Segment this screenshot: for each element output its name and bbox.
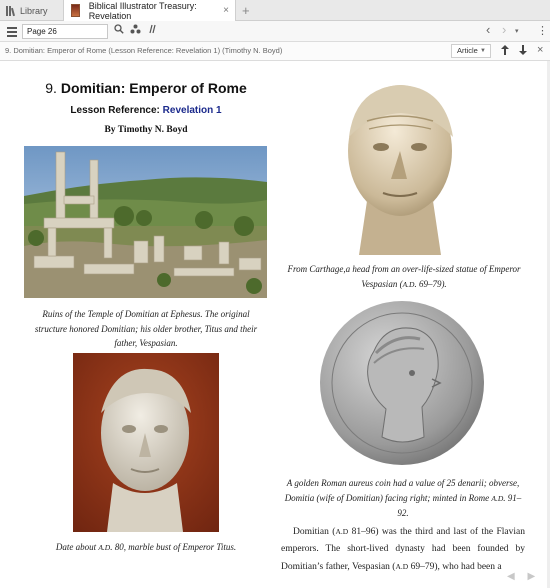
page-input[interactable] xyxy=(22,24,108,39)
article-title xyxy=(22,80,270,96)
next-article-icon[interactable] xyxy=(519,45,527,57)
previous-article-icon[interactable] xyxy=(501,45,509,57)
book-cover-icon xyxy=(71,4,80,17)
caption-coin: A golden Roman aureus coin had a value of 25 denarii; obverse, Domitia (wife of Domitian) facing right; minted in Rome A.D. 91–92. xyxy=(284,478,522,518)
forward-arrow-icon[interactable]: › xyxy=(502,22,507,37)
caption-vespasian: From Carthage,a head from an over-life-sized statue of Emperor Vespasian (A.D. 69–79). xyxy=(287,264,521,289)
article-content[interactable] xyxy=(0,61,550,588)
tab-library[interactable] xyxy=(0,0,64,21)
tab-active-label: Biblical Illustrator Treasury: Revelation xyxy=(88,0,197,21)
title-name: Domitian: Emperor of Rome xyxy=(60,80,247,96)
lesson-reference xyxy=(22,105,270,116)
title-number: 9. xyxy=(45,80,57,96)
visual-filter-icon[interactable] xyxy=(130,24,141,37)
close-panel-icon[interactable]: × xyxy=(537,44,544,56)
scripture-link[interactable]: Revelation 1 xyxy=(162,105,222,116)
tab-active-resource[interactable] xyxy=(64,0,236,21)
close-tab-icon[interactable]: × xyxy=(223,5,229,16)
page-prev-icon[interactable]: ◀ xyxy=(507,571,515,582)
vespasian-head-image[interactable] xyxy=(337,81,463,255)
author-byline: By Timothy N. Boyd xyxy=(104,125,188,135)
page-nav-arrows[interactable] xyxy=(507,571,535,582)
titus-bust-image[interactable] xyxy=(73,353,219,532)
more-options-icon[interactable]: ⋮ xyxy=(537,25,548,37)
caption-titus: Date about A.D. 80, marble bust of Emperor Titus. xyxy=(55,542,237,552)
lesson-prefix: Lesson Reference: xyxy=(70,105,160,116)
domitia-coin-image[interactable] xyxy=(316,297,488,469)
library-icon xyxy=(6,5,14,16)
view-mode-label: Article xyxy=(457,46,478,55)
back-arrow-icon[interactable]: ‹ xyxy=(486,22,491,37)
menu-icon[interactable] xyxy=(7,27,17,39)
chevron-down-icon: ▼ xyxy=(480,48,486,54)
history-dropdown-icon[interactable]: ▾ xyxy=(515,28,519,35)
tab-bar xyxy=(0,0,550,21)
article-reference[interactable]: 9. Domitian: Emperor of Rome (Lesson Reference: Revelation 1) (Timothy N. Boyd) xyxy=(5,46,283,55)
caption-temple-ruins: Ruins of the Temple of Domitian at Ephesus. The original structure honored Domitian; his older brother, Titus and their father, Vespasian. xyxy=(34,309,258,348)
parallel-resources-icon[interactable] xyxy=(147,24,157,37)
view-mode-select[interactable] xyxy=(451,44,491,58)
toolbar xyxy=(0,21,550,42)
page-next-icon[interactable]: ▶ xyxy=(527,571,536,582)
resource-info-bar xyxy=(0,42,550,61)
tab-library-label: Library xyxy=(20,5,48,16)
temple-ruins-image[interactable] xyxy=(24,146,267,298)
new-tab-icon[interactable]: + xyxy=(242,3,250,18)
search-icon[interactable] xyxy=(114,24,124,37)
body-paragraph[interactable]: Domitian (A.D 81–96) was the third and last of the Flavian emperors. The short-lived dynasty had been founded by Domitian’s father, Vespasian (A.D 69–79), who had been a xyxy=(281,527,525,572)
